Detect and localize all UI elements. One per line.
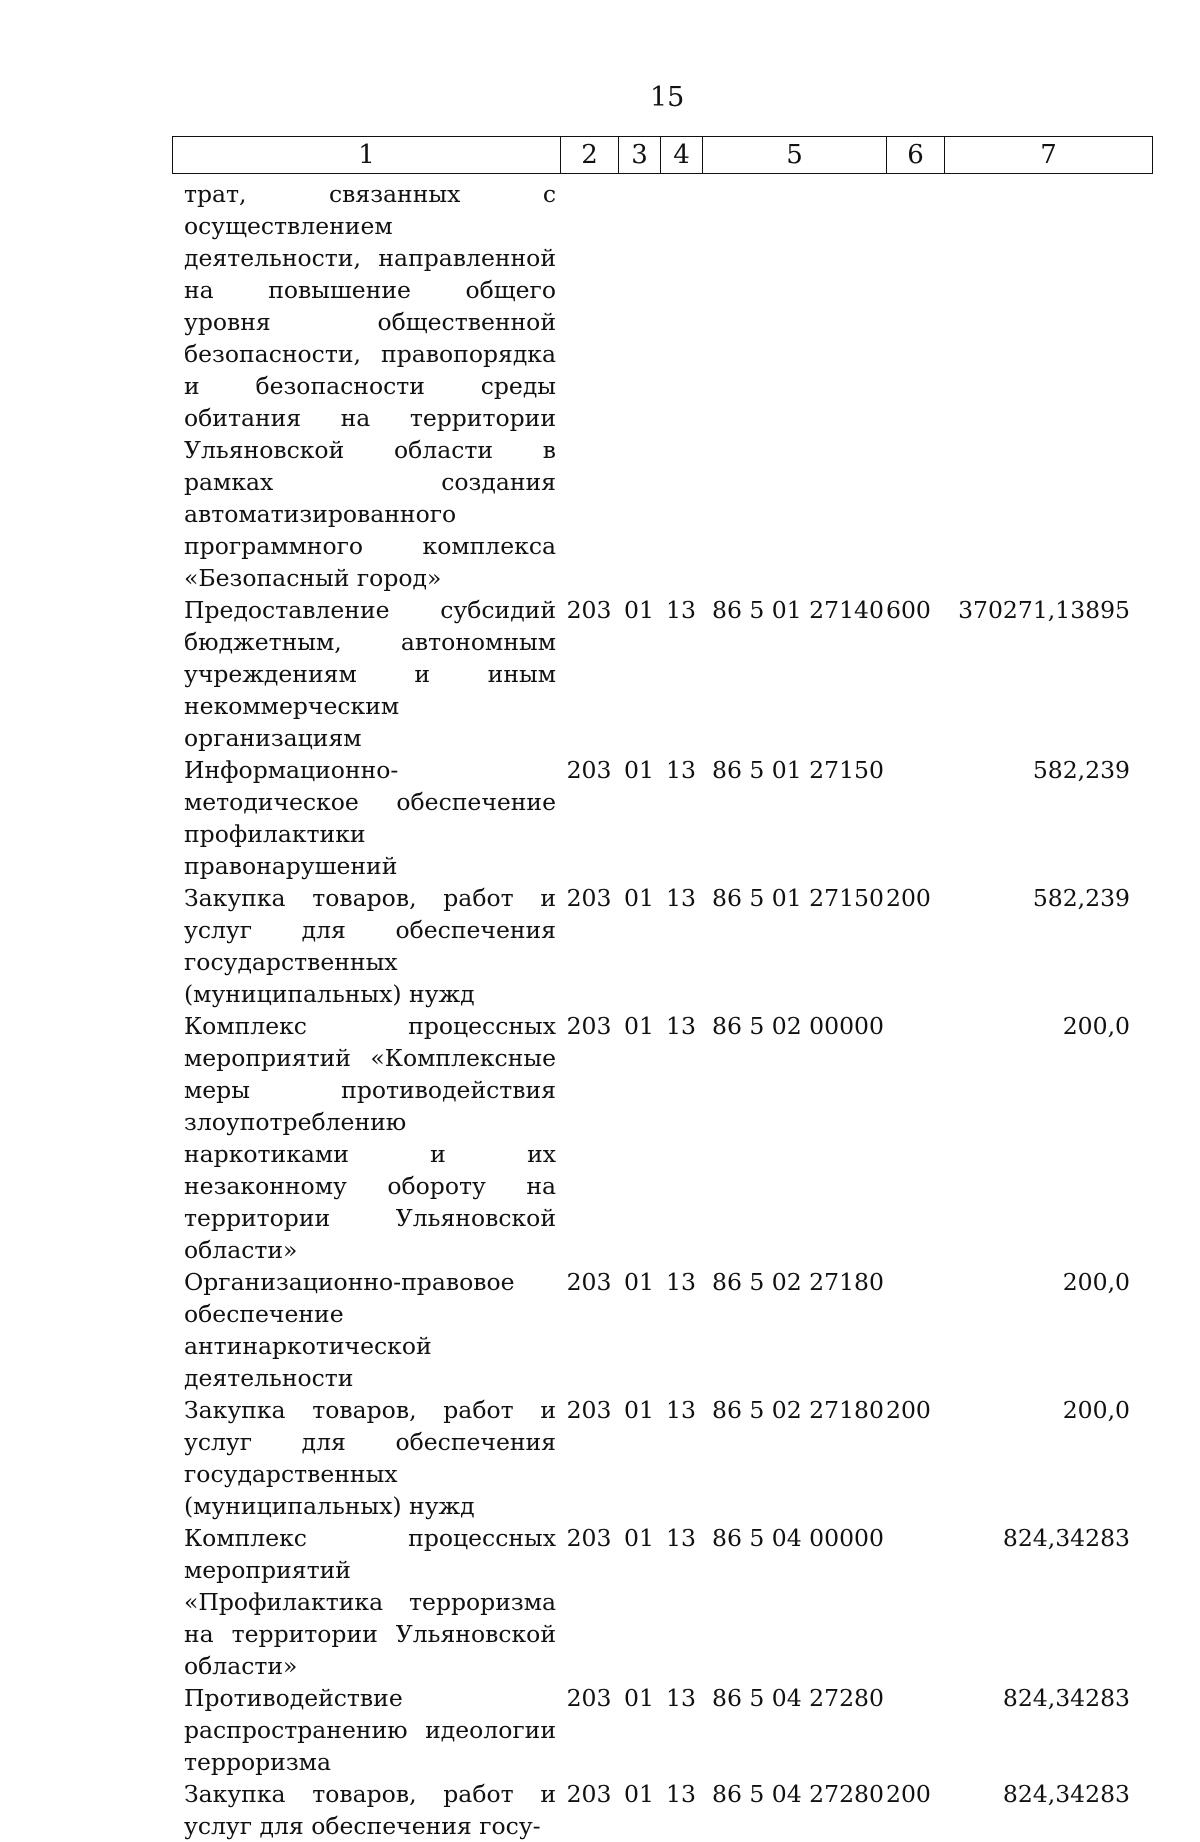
row-cell-c6 xyxy=(886,1522,944,1682)
row-description: Комплекс процессных мероприятий «Комплексные меры противодействия злоупотреблению наркотиками и их незаконному обороту на территории Ульяновской области» xyxy=(184,1012,556,1264)
row-cell-c2: 203 xyxy=(566,596,612,624)
row-cell-c7: 200,0 xyxy=(1062,1012,1130,1040)
row-description: Предоставление субсидий бюджетным, автономным учреждениям и иным некоммерческим организациям xyxy=(184,596,556,752)
table-row xyxy=(172,754,1152,882)
table-row xyxy=(172,1266,1152,1394)
row-cell-c3: 01 xyxy=(624,1268,654,1296)
table-header xyxy=(172,136,1153,174)
row-description: Закупка товаров, работ и услуг для обеспечения государственных (муниципальных) нужд xyxy=(184,1396,556,1520)
row-cell-c2: 203 xyxy=(566,1012,612,1040)
header-col-1: 1 xyxy=(173,137,561,174)
table-row xyxy=(172,1778,1152,1842)
row-cell-c5: 86 5 02 27180 xyxy=(712,1396,884,1424)
row-cell-c4: 13 xyxy=(666,884,696,912)
row-cell-c3 xyxy=(618,178,660,594)
row-cell-c6: 600 xyxy=(886,596,931,624)
row-cell-c4: 13 xyxy=(666,1524,696,1552)
row-cell-c7: 824,34283 xyxy=(1002,1780,1130,1808)
row-cell-c6: 200 xyxy=(886,1396,931,1424)
table-row xyxy=(172,594,1152,754)
table-row xyxy=(172,1394,1152,1522)
header-row xyxy=(173,137,1153,174)
row-cell-c5 xyxy=(702,178,886,594)
header-col-6: 6 xyxy=(887,137,945,174)
header-col-7: 7 xyxy=(945,137,1153,174)
row-cell-c7: 370271,13895 xyxy=(958,596,1130,624)
row-cell-c5: 86 5 02 00000 xyxy=(712,1012,884,1040)
row-description: Закупка товаров, работ и услуг для обеспечения государственных (муниципальных) нужд xyxy=(184,884,556,1008)
table-row xyxy=(172,1010,1152,1266)
table-row xyxy=(172,882,1152,1010)
row-description: Противодействие распространению идеологии терроризма xyxy=(184,1684,556,1776)
row-cell-c4: 13 xyxy=(666,1684,696,1712)
row-cell-c2: 203 xyxy=(566,1268,612,1296)
row-cell-c2: 203 xyxy=(566,1524,612,1552)
header-col-2: 2 xyxy=(561,137,619,174)
table-row xyxy=(172,1682,1152,1778)
header-col-3: 3 xyxy=(619,137,661,174)
row-cell-c4: 13 xyxy=(666,1012,696,1040)
row-cell-c2: 203 xyxy=(566,1396,612,1424)
table-row xyxy=(172,178,1152,594)
row-cell-c3: 01 xyxy=(624,1396,654,1424)
row-cell-c5: 86 5 01 27150 xyxy=(712,756,884,784)
row-cell-c7: 200,0 xyxy=(1062,1396,1130,1424)
row-cell-c3: 01 xyxy=(624,884,654,912)
table-row xyxy=(172,1522,1152,1682)
row-cell-c6 xyxy=(886,1266,944,1394)
row-description: трат, связанных с осуществлением деятельности, направленной на повышение общего уровня общественной безопасности, правопорядка и безопасности среды обитания на территории Ульяновской области в рамках создания автоматизированного программного комплекса «Безопасный город» xyxy=(184,180,556,592)
row-cell-c7: 824,34283 xyxy=(1002,1684,1130,1712)
row-cell-c6 xyxy=(886,1682,944,1778)
row-cell-c5: 86 5 04 00000 xyxy=(712,1524,884,1552)
row-cell-c6 xyxy=(886,178,944,594)
row-cell-c2 xyxy=(560,178,618,594)
row-cell-c5: 86 5 04 27280 xyxy=(712,1780,884,1808)
row-cell-c4: 13 xyxy=(666,1268,696,1296)
row-cell-c2: 203 xyxy=(566,1780,612,1808)
row-description: Организационно-правовое обеспечение антинаркотической деятельности xyxy=(184,1268,515,1392)
row-cell-c3: 01 xyxy=(624,596,654,624)
row-cell-c3: 01 xyxy=(624,1684,654,1712)
row-cell-c2: 203 xyxy=(566,884,612,912)
row-cell-c7: 200,0 xyxy=(1062,1268,1130,1296)
row-cell-c2: 203 xyxy=(566,1684,612,1712)
row-cell-c5: 86 5 04 27280 xyxy=(712,1684,884,1712)
row-cell-c3: 01 xyxy=(624,1780,654,1808)
header-col-4: 4 xyxy=(661,137,703,174)
row-cell-c3: 01 xyxy=(624,756,654,784)
row-cell-c6: 200 xyxy=(886,884,931,912)
row-cell-c7: 582,239 xyxy=(1032,884,1130,912)
row-cell-c5: 86 5 01 27150 xyxy=(712,884,884,912)
row-cell-c5: 86 5 02 27180 xyxy=(712,1268,884,1296)
row-cell-c3: 01 xyxy=(624,1012,654,1040)
row-cell-c7: 582,239 xyxy=(1032,756,1130,784)
row-description: Закупка товаров, работ и услуг для обеспечения госу- xyxy=(184,1780,556,1840)
row-cell-c2: 203 xyxy=(566,756,612,784)
budget-table xyxy=(172,178,1152,1842)
row-cell-c4: 13 xyxy=(666,756,696,784)
row-description: Информационно-методическое обеспечение профилактики правонарушений xyxy=(184,756,556,880)
row-cell-c4: 13 xyxy=(666,596,696,624)
row-cell-c4: 13 xyxy=(666,1396,696,1424)
row-cell-c3: 01 xyxy=(624,1524,654,1552)
row-cell-c5: 86 5 01 27140 xyxy=(712,596,884,624)
header-col-5: 5 xyxy=(703,137,887,174)
row-cell-c4 xyxy=(660,178,702,594)
row-cell-c6: 200 xyxy=(886,1780,931,1808)
row-cell-c7: 824,34283 xyxy=(1002,1524,1130,1552)
row-cell-c4: 13 xyxy=(666,1780,696,1808)
page-number: 15 xyxy=(650,82,685,113)
row-cell-c6 xyxy=(886,1010,944,1266)
row-description: Комплекс процессных мероприятий «Профилактика терроризма на территории Ульяновской области» xyxy=(184,1524,556,1680)
row-cell-c6 xyxy=(886,754,944,882)
row-cell-c7 xyxy=(944,178,1152,594)
